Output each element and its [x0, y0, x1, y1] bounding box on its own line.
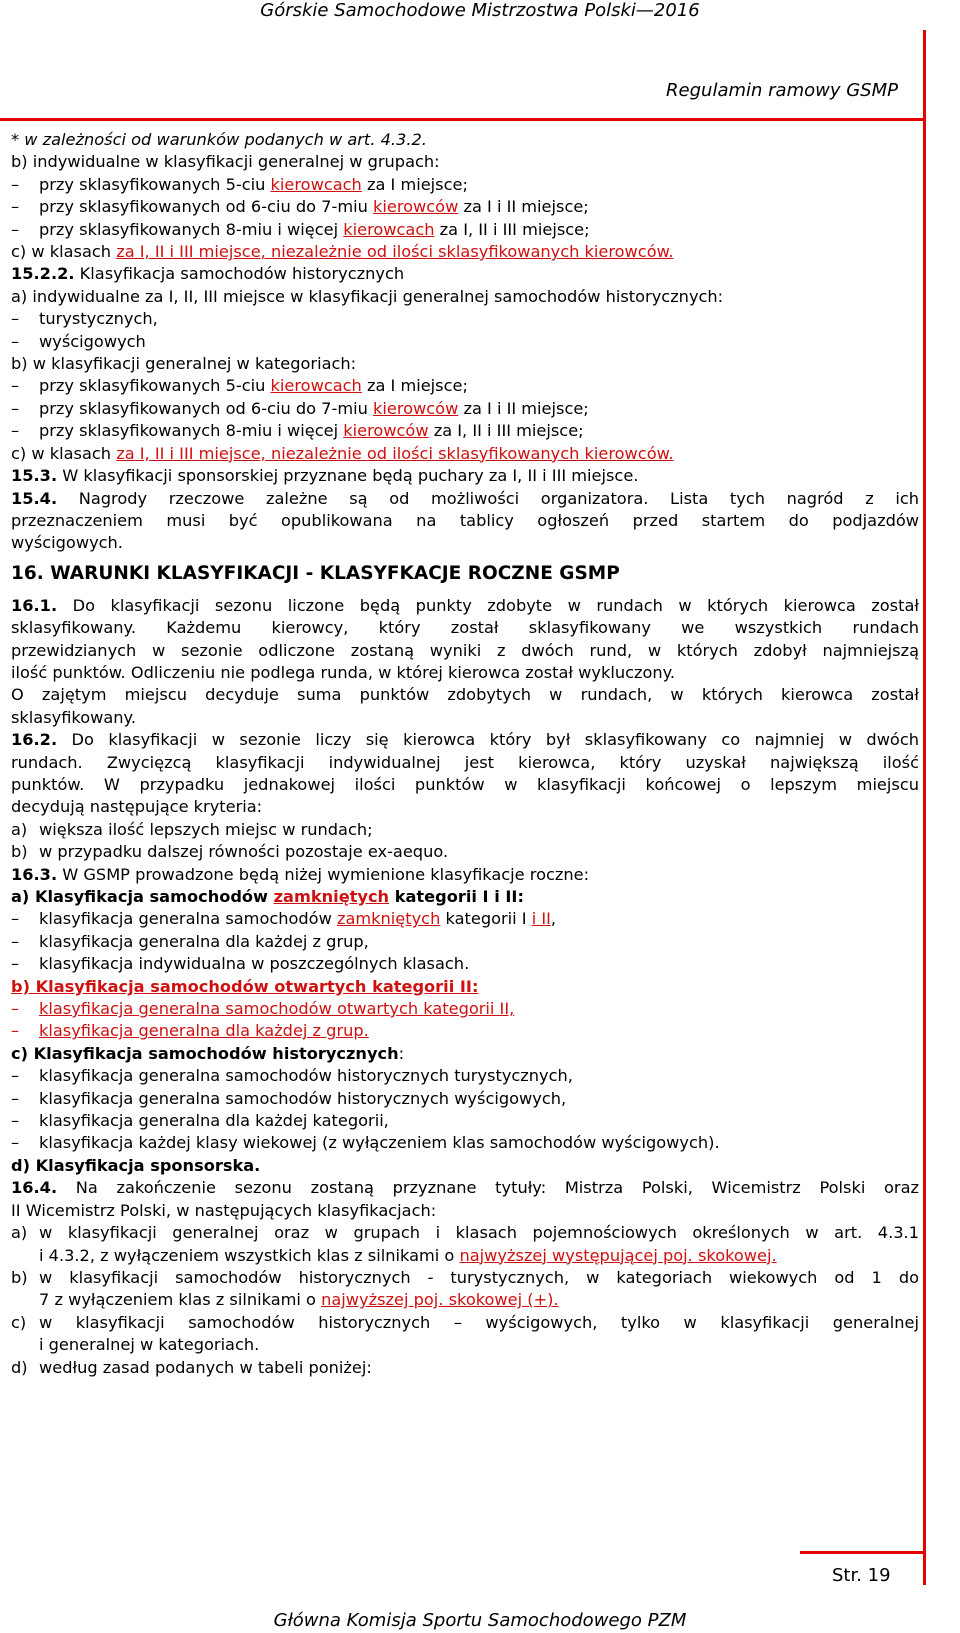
right-border-line — [923, 30, 926, 1585]
text-line: sklasyfikowany. Każdemu kierowcy, który został sklasyfikowany we wszystkich rundach — [11, 618, 919, 638]
header-divider — [0, 118, 926, 121]
list-item: – klasyfikacja generalna dla każdej z grup, — [11, 931, 919, 953]
page-header-title: Górskie Samochodowe Mistrzostwa Polski—2016 — [260, 0, 700, 21]
red-text: za I, II i III miejsce, niezależnie od ilości sklasyfikowanych kierowców. — [116, 242, 674, 262]
dash-bullet: – — [11, 909, 20, 929]
red-text: kierowcach — [343, 219, 435, 239]
red-text: kierowców — [343, 421, 429, 441]
list-item: d) według zasad podanych w tabeli poniżej: — [11, 1357, 372, 1377]
text-line: c) w klasach za I, II i III miejsce, niezależnie od ilości sklasyfikowanych kierowców. — [11, 443, 674, 463]
text-line: b) w klasyfikacji generalnej w kategoriach: — [11, 354, 357, 374]
red-text: kierowców — [373, 398, 459, 418]
red-text: kierowców — [373, 197, 459, 217]
red-text: najwyższej występującej poj. skokowej. — [459, 1245, 777, 1265]
text-line: przewidzianych w sezonie odliczone zostaną wyniki z dwóch rund, w których zdobył najmniejszą — [11, 640, 919, 660]
red-text: za I, II i III miejsce, niezależnie od ilości sklasyfikowanych kierowców. — [116, 443, 674, 463]
text-line: przeznaczeniem musi być opublikowana na tablicy ogłoszeń przed startem do podjazdów — [11, 510, 919, 530]
list-item — [11, 998, 919, 1020]
document-body — [11, 129, 919, 1379]
text-line: 15.3. W klasyfikacji sponsorskiej przyznane będą puchary za I, II i III miejsce. — [11, 466, 639, 486]
text-line: 15.4. Nagrody rzeczowe zależne są od możliwości organizatora. Lista tych nagród z ich — [11, 488, 919, 508]
dash-bullet: – — [11, 376, 20, 396]
red-text: klasyfikacja generalna dla każdej z grup. — [39, 1021, 369, 1041]
chapter-heading: 16. WARUNKI KLASYFIKACJI - KLASYFKACJE ROCZNE GSMP — [11, 562, 620, 584]
dash-bullet: – — [11, 1066, 20, 1086]
list-item: b) w klasyfikacji samochodów historycznych - turystycznych, w kategoriach wiekowych od 1 do — [11, 1267, 919, 1287]
dash-bullet: – — [11, 999, 20, 1019]
dash-bullet: – — [11, 197, 20, 217]
text-line: 16.1. Do klasyfikacji sezonu liczone będą punkty zdobyte w rundach w których kierowca został — [11, 595, 919, 615]
dash-bullet: – — [11, 174, 20, 194]
text-line: wyścigowych. — [11, 533, 123, 553]
red-text: najwyższej poj. skokowej (+). — [321, 1290, 559, 1310]
dash-bullet: – — [11, 1133, 20, 1153]
text-line: 16.3. W GSMP prowadzone będą niżej wymienione klasyfikacje roczne: — [11, 864, 590, 884]
dash-bullet: – — [11, 421, 20, 441]
list-item: – klasyfikacja generalna dla każdej kategorii, — [11, 1110, 919, 1132]
list-item: – klasyfikacja generalna samochodów historycznych wyścigowych, — [11, 1088, 919, 1110]
list-item: – przy sklasyfikowanych 5-ciu kierowcach za I miejsce; — [11, 174, 919, 196]
subsection-heading: c) Klasyfikacja samochodów historycznych: — [11, 1043, 405, 1063]
page-footer: Główna Komisja Sportu Samochodowego PZM — [273, 1610, 687, 1631]
list-item: – wyścigowych — [11, 331, 919, 353]
red-text: zamkniętych — [336, 909, 441, 929]
list-item: – klasyfikacja każdej klasy wiekowej (z wyłączeniem klas samochodów wyścigowych). — [11, 1132, 919, 1154]
list-item-continuation: i 4.3.2, z wyłączeniem wszystkich klas z silnikami o najwyższej występującej poj. skokowej. — [39, 1245, 777, 1265]
list-item-continuation: i generalnej w kategoriach. — [39, 1335, 260, 1355]
list-item-continuation: 7 z wyłączeniem klas z silnikami o najwyższej poj. skokowej (+). — [39, 1290, 559, 1310]
red-text: klasyfikacja generalna samochodów otwartych kategorii II, — [39, 999, 515, 1019]
list-item: – klasyfikacja indywidualna w poszczególnych klasach. — [11, 953, 919, 975]
list-item: – klasyfikacja generalna samochodów historycznych turystycznych, — [11, 1065, 919, 1087]
dash-bullet: – — [11, 331, 20, 351]
text-line: b) indywidualne w klasyfikacji generalnej w grupach: — [11, 152, 440, 172]
list-item — [11, 1020, 919, 1042]
dash-bullet: – — [11, 1088, 20, 1108]
list-item: – przy sklasyfikowanych od 6-ciu do 7-miu kierowców za I i II miejsce; — [11, 196, 919, 218]
page-header-subtitle: Regulamin ramowy GSMP — [666, 80, 898, 101]
red-text: kierowcach — [270, 376, 362, 396]
subsection-heading: a) Klasyfikacja samochodów zamkniętych kategorii I i II: — [11, 887, 524, 906]
list-item: – przy sklasyfikowanych 8-miu i więcej kierowców za I, II i III miejsce; — [11, 420, 919, 442]
text-line: 16.2. Do klasyfikacji w sezonie liczy się kierowca który był sklasyfikowany co najmniej w dwóch — [11, 730, 919, 750]
text-line: a) indywidualne za I, II, III miejsce w klasyfikacji generalnej samochodów historycznych: — [11, 286, 724, 306]
list-item: – klasyfikacja generalna samochodów zamkniętych kategorii I i II, — [11, 908, 919, 930]
red-text: b) Klasyfikacja samochodów otwartych kategorii II: — [11, 976, 479, 996]
red-text: zamkniętych — [273, 887, 390, 906]
red-text: kierowcach — [270, 174, 362, 194]
dash-bullet: – — [11, 309, 20, 329]
text-line: 16.4. Na zakończenie sezonu zostaną przyznane tytuły: Mistrza Polski, Wicemistrz Polski oraz — [11, 1178, 919, 1198]
list-item: c) w klasyfikacji samochodów historycznych – wyścigowych, tylko w klasyfikacji generalnej — [11, 1312, 919, 1332]
page-number: Str. 19 — [832, 1565, 891, 1586]
list-item: b) w przypadku dalszej równości pozostaje ex-aequo. — [11, 842, 449, 862]
note-line: * w zależności od warunków podanych w art. 4.3.2. — [11, 130, 427, 149]
dash-bullet: – — [11, 219, 20, 239]
list-item: – przy sklasyfikowanych 5-ciu kierowcach za I miejsce; — [11, 375, 919, 397]
list-item: a) większa ilość lepszych miejsc w rundach; — [11, 819, 373, 839]
dash-bullet: – — [11, 931, 20, 951]
footer-divider — [800, 1551, 926, 1554]
text-line: punktów. W przypadku jednakowej ilości punktów w klasyfikacji końcowej o lepszym miejscu — [11, 774, 919, 794]
text-line: rundach. Zwycięzcą klasyfikacji indywidualnej jest kierowca, który uzyskał największą ilość — [11, 752, 919, 772]
text-line: ilość punktów. Odliczeniu nie podlega runda, w której kierowca został wykluczony. — [11, 662, 676, 682]
section-heading: 15.2.2. Klasyfikacja samochodów historycznych — [11, 264, 405, 284]
dash-bullet: – — [11, 398, 20, 418]
subsection-heading — [11, 976, 919, 998]
list-item: a) w klasyfikacji generalnej oraz w grupach i klasach pojemnościowych określonych w art. 4.3.1 — [11, 1223, 919, 1243]
text-line: sklasyfikowany. — [11, 707, 136, 727]
list-item: – turystycznych, — [11, 308, 919, 330]
dash-bullet: – — [11, 1021, 20, 1041]
text-line: II Wicemistrz Polski, w następujących klasyfikacjach: — [11, 1200, 437, 1220]
text-line: c) w klasach za I, II i III miejsce, niezależnie od ilości sklasyfikowanych kierowców. — [11, 242, 674, 262]
text-line: O zajętym miejscu decyduje suma punktów zdobytych w rundach, w których kierowca został — [11, 685, 919, 705]
dash-bullet: – — [11, 1111, 20, 1131]
list-item: – przy sklasyfikowanych 8-miu i więcej kierowcach za I, II i III miejsce; — [11, 219, 919, 241]
dash-bullet: – — [11, 954, 20, 974]
text-line: decydują następujące kryteria: — [11, 797, 263, 817]
red-text: i II — [531, 909, 551, 929]
subsection-heading: d) Klasyfikacja sponsorska. — [11, 1155, 261, 1175]
list-item: – przy sklasyfikowanych od 6-ciu do 7-miu kierowców za I i II miejsce; — [11, 398, 919, 420]
